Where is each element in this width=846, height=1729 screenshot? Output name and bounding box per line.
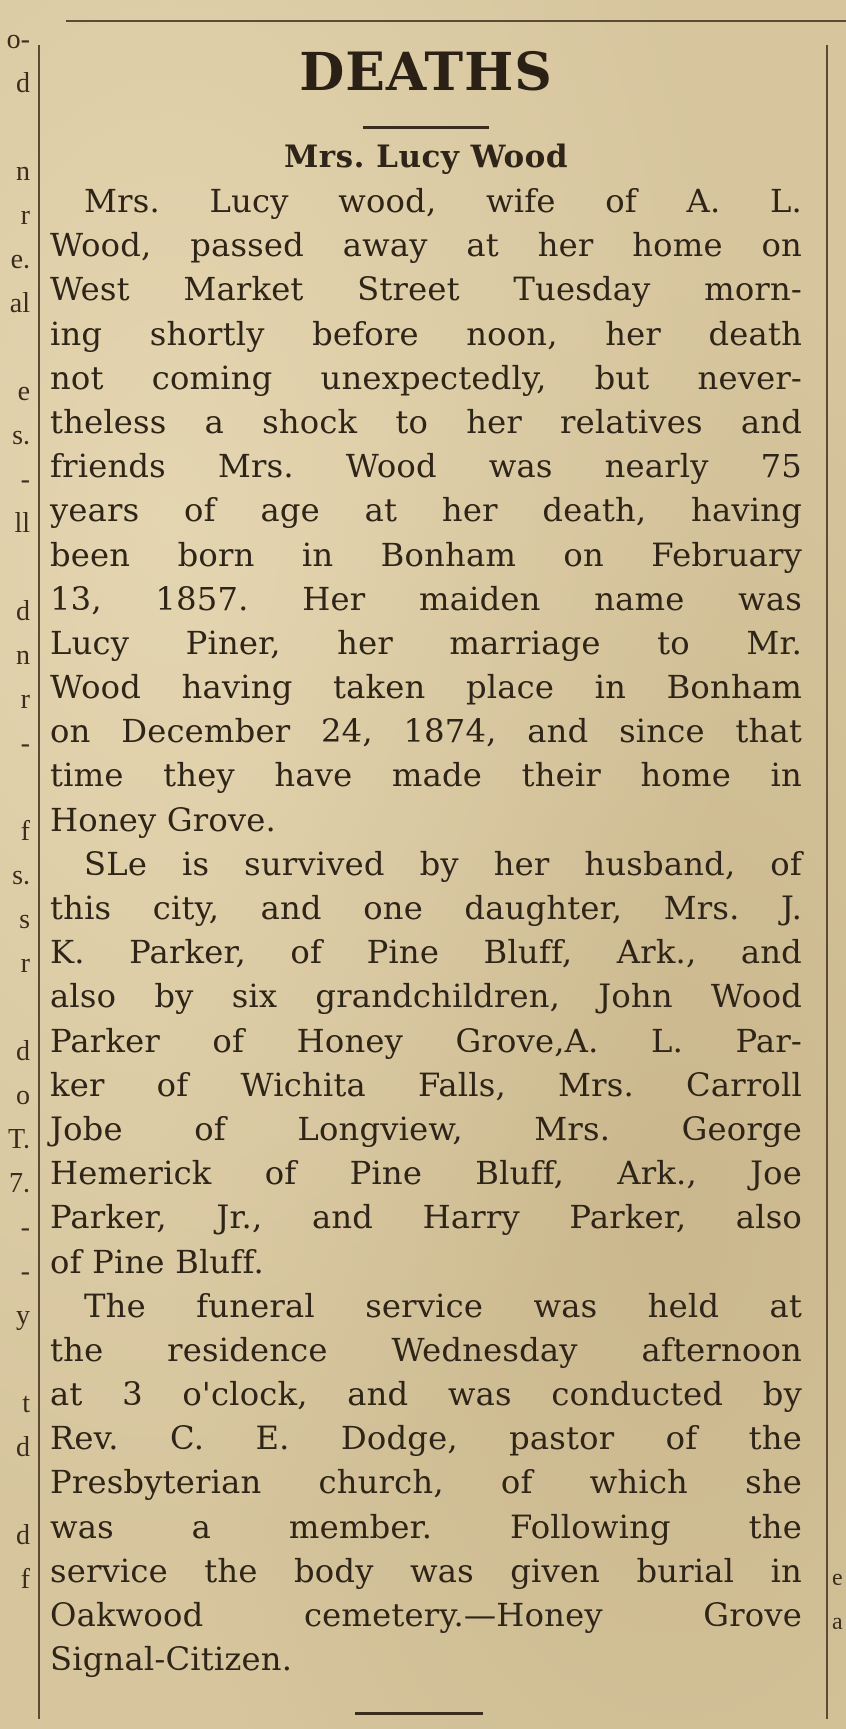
right-fragment	[832, 412, 846, 456]
left-fragment: -	[20, 464, 30, 495]
left-fragment: r	[20, 200, 30, 231]
left-fragment: o-	[6, 24, 30, 55]
left-fragment: y	[16, 1300, 30, 1331]
right-fragment	[832, 1072, 846, 1116]
left-column-fragments	[0, 18, 30, 1602]
article-line: Wood having taken place in Bonham	[50, 668, 802, 707]
left-fragment: n	[16, 156, 30, 187]
right-fragment	[832, 1468, 846, 1512]
right-fragment	[832, 60, 846, 104]
right-fragment	[832, 1380, 846, 1424]
right-fragment	[832, 280, 846, 324]
article-line: Parker of Honey Grove,A. L. Par-	[50, 1021, 802, 1060]
right-fragment	[832, 1512, 846, 1556]
article-line: ker of Wichita Falls, Mrs. Carroll	[50, 1065, 802, 1104]
right-fragment	[832, 720, 846, 764]
left-fragment: d	[16, 68, 30, 99]
left-fragment: d	[16, 1036, 30, 1067]
right-column-fragments	[832, 60, 846, 1644]
article-line: Jobe of Longview, Mrs. George	[50, 1109, 802, 1148]
right-fragment	[832, 676, 846, 720]
right-fragment	[832, 236, 846, 280]
article-line: years of age at her death, having	[50, 491, 802, 530]
article-subheading: Mrs. Lucy Wood	[283, 139, 569, 175]
left-fragment	[0, 1338, 30, 1382]
right-fragment	[832, 632, 846, 676]
article-line: Mrs. Lucy wood, wife of A. L.	[84, 182, 802, 220]
right-fragment	[832, 588, 846, 632]
article-line: Presbyterian church, of which she	[50, 1463, 802, 1502]
heading-rule	[363, 126, 489, 129]
left-fragment: r	[20, 948, 30, 979]
article-line: Parker, Jr., and Harry Parker, also	[50, 1198, 802, 1237]
left-fragment: n	[16, 640, 30, 671]
article-line: Honey Grove.	[50, 800, 276, 839]
article-line: service the body was given burial in	[50, 1551, 802, 1590]
article-line: Oakwood cemetery.—Honey Grove	[50, 1596, 802, 1634]
article-line: Signal-Citizen.	[50, 1640, 293, 1679]
article-line: on December 24, 1874, and since that	[50, 712, 802, 751]
article-line: K. Parker, of Pine Bluff, Ark., and	[50, 933, 802, 972]
right-fragment	[832, 368, 846, 412]
article-line: was a member. Following the	[50, 1507, 802, 1546]
left-fragment: s	[19, 904, 30, 935]
right-fragment	[832, 456, 846, 500]
article-line: 13, 1857. Her maiden name was	[50, 579, 802, 618]
left-fragment: 7.	[9, 1168, 30, 1199]
right-fragment	[832, 852, 846, 896]
left-fragment: -	[20, 1212, 30, 1243]
left-fragment: o	[16, 1080, 30, 1111]
article-line: Wood, passed away at her home on	[50, 226, 802, 265]
article-line: West Market Street Tuesday morn-	[50, 270, 802, 309]
right-fragment	[832, 1116, 846, 1160]
right-fragment	[832, 764, 846, 808]
article-line: ing shortly before noon, her death	[50, 314, 802, 353]
left-fragment: d	[16, 1520, 30, 1551]
right-fragment	[832, 940, 846, 984]
left-fragment: d	[16, 1432, 30, 1463]
left-fragment: -	[20, 728, 30, 759]
left-fragment: al	[9, 288, 30, 319]
article-line: at 3 o'clock, and was conducted by	[50, 1375, 802, 1414]
left-fragment	[0, 1470, 30, 1514]
left-fragment: f	[20, 1564, 30, 1595]
article-line: not coming unexpectedly, but never-	[50, 358, 802, 397]
left-fragment: t	[22, 1388, 30, 1419]
right-fragment	[832, 544, 846, 588]
left-fragment: r	[20, 684, 30, 715]
left-fragment	[0, 546, 30, 590]
right-fragment	[832, 1292, 846, 1336]
left-fragment: f	[20, 816, 30, 847]
right-fragment	[832, 104, 846, 148]
right-fragment: a	[832, 1609, 843, 1635]
article-line: friends Mrs. Wood was nearly 75	[50, 447, 802, 486]
left-fragment: s.	[12, 860, 30, 891]
bottom-rule	[355, 1712, 483, 1715]
left-fragment: T.	[7, 1124, 30, 1155]
article-line: The funeral service was held at	[84, 1286, 802, 1325]
left-fragment	[0, 766, 30, 810]
right-fragment	[832, 1336, 846, 1380]
article-line: Rev. C. E. Dodge, pastor of the	[50, 1419, 802, 1458]
right-fragment	[832, 1028, 846, 1072]
right-fragment	[832, 1424, 846, 1468]
left-fragment: -	[20, 1256, 30, 1287]
article-line: Lucy Piner, her marriage to Mr.	[50, 623, 802, 662]
right-fragment	[832, 1248, 846, 1292]
right-fragment: e	[832, 1565, 843, 1591]
article-line: the residence Wednesday afternoon	[50, 1330, 802, 1369]
right-fragment	[832, 1204, 846, 1248]
article-line: also by six grandchildren, John Wood	[50, 977, 802, 1016]
right-fragment	[832, 324, 846, 368]
article-body	[50, 179, 802, 1681]
left-fragment: s.	[12, 420, 30, 451]
left-fragment	[0, 326, 30, 370]
left-fragment	[0, 986, 30, 1030]
top-rule	[66, 20, 846, 22]
article-line: this city, and one daughter, Mrs. J.	[50, 889, 802, 927]
left-fragment: e.	[10, 244, 30, 275]
article-line: theless a shock to her relatives and	[50, 402, 802, 441]
right-fragment	[832, 192, 846, 236]
right-column-rule	[826, 45, 828, 1719]
right-fragment	[832, 500, 846, 544]
right-fragment	[832, 896, 846, 940]
right-fragment	[832, 1160, 846, 1204]
left-fragment: e	[17, 376, 30, 407]
article-line: Hemerick of Pine Bluff, Ark., Joe	[50, 1154, 802, 1193]
section-heading: DEATHS	[299, 42, 553, 103]
right-fragment	[832, 808, 846, 852]
left-fragment: ll	[14, 508, 30, 539]
left-column-rule	[38, 45, 40, 1719]
article-line: SLe is survived by her husband, of	[84, 844, 802, 883]
left-fragment: d	[16, 596, 30, 627]
right-fragment	[832, 148, 846, 192]
article-line: been born in Bonham on February	[50, 535, 802, 574]
right-fragment	[832, 984, 846, 1028]
article-line: of Pine Bluff.	[50, 1242, 264, 1281]
article-line: time they have made their home in	[50, 756, 802, 795]
left-fragment	[0, 106, 30, 150]
obituary-article	[50, 36, 802, 1681]
